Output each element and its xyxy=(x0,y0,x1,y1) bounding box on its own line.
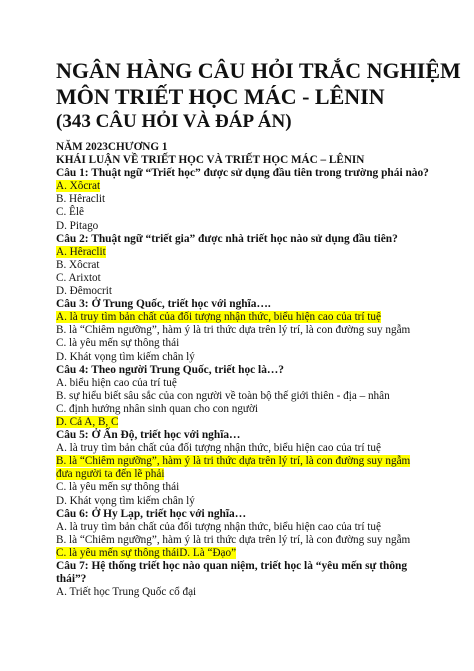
q4-answer-a: A. biểu hiện cao của trí tuệ xyxy=(56,376,177,389)
q6-answer-c-d xyxy=(56,547,474,560)
highlighted-answer: đưa người ta đến lẽ phải xyxy=(56,468,165,481)
q1-answer-d: D. Pitago xyxy=(56,219,99,232)
q1-answer-b: B. Hêraclit xyxy=(56,193,106,206)
q4-answer-b: B. sự hiểu biết sâu sắc của con người về toàn bộ thế giới thiên - địa – nhân xyxy=(56,389,390,402)
q1-answer-c: C. Êlê xyxy=(56,206,84,219)
q3-answer-c: C. là yêu mến sự thông thái xyxy=(56,337,180,350)
q3-answer-b: B. là “Chiêm ngưỡng”, hàm ý là tri thức dựa trên lý trí, là con đường suy ngẫm xyxy=(56,324,411,337)
q2-answer-c: C. Arixtot xyxy=(56,271,101,284)
highlighted-answer: A. Xôcrat xyxy=(56,180,101,193)
q4-answer-d xyxy=(56,416,474,429)
q5-answer-a: A. là truy tìm bản chất của đối tượng nhận thức, biểu hiện cao của trí tuệ xyxy=(56,442,381,455)
highlighted-answer: D. Cả A, B, C xyxy=(56,415,119,428)
document-title-line1: NGÂN HÀNG CÂU HỎI TRẮC NGHIỆM xyxy=(56,58,461,83)
q1-answer-a xyxy=(56,180,474,193)
highlighted-answer: C. là yêu mến sự thông tháiD. Là “Đạo” xyxy=(56,546,237,559)
q6-answer-a: A. là truy tìm bản chất của đối tượng nhận thức, biểu hiện cao của trí tuệ xyxy=(56,520,381,533)
q5-answer-c: C. là yêu mến sự thông thái xyxy=(56,481,180,494)
q2-answer-d: D. Đêmocrit xyxy=(56,285,112,298)
q5-answer-b-cont xyxy=(56,468,474,481)
highlighted-answer: B. là “Chiêm ngưỡng”, hàm ý là tri thức dựa trên lý trí, là con đường suy ngẫm xyxy=(56,455,411,468)
q7-answer-a: A. Triết học Trung Quốc cổ đại xyxy=(56,586,197,599)
section-heading: KHÁI LUẬN VỀ TRIẾT HỌC VÀ TRIẾT HỌC MÁC – LÊNIN xyxy=(56,154,365,167)
q6-answer-b: B. là “Chiêm ngưỡng”, hàm ý là tri thức dựa trên lý trí, là con đường suy ngẫm xyxy=(56,533,411,546)
q4-answer-c: C. định hướng nhân sinh quan cho con người xyxy=(56,402,259,415)
question-7-cont: thái”? xyxy=(56,573,87,586)
question-6: Câu 6: Ở Hy Lạp, triết học với nghĩa… xyxy=(56,507,247,520)
question-5: Câu 5: Ở Ấn Độ, triết học với nghĩa… xyxy=(56,429,241,442)
q2-answer-a xyxy=(56,246,474,259)
document-page xyxy=(0,58,474,671)
q2-answer-b: B. Xôcrat xyxy=(56,258,100,271)
q5-answer-b xyxy=(56,455,474,468)
question-2: Câu 2: Thuật ngữ “triết gia” được nhà triết học nào sử dụng đầu tiên? xyxy=(56,232,398,245)
document-title-line2: MÔN TRIẾT HỌC MÁC - LÊNIN xyxy=(56,84,385,109)
q3-answer-d: D. Khát vọng tìm kiếm chân lý xyxy=(56,350,195,363)
question-7: Câu 7: Hệ thống triết học nào quan niệm, triết học là “yêu mến sự thông xyxy=(56,560,408,572)
question-4: Câu 4: Theo người Trung Quốc, triết học là…? xyxy=(56,363,284,376)
document-title-line3: (343 CÂU HỎI VÀ ĐÁP ÁN) xyxy=(56,111,292,132)
year-chapter-heading: NĂM 2023CHƯƠNG 1 xyxy=(56,141,168,153)
q3-answer-a xyxy=(56,311,474,324)
highlighted-answer: A. Hêraclit xyxy=(56,245,106,258)
highlighted-answer: A. là truy tìm bản chất của đối tượng nhận thức, biểu hiện cao của trí tuệ xyxy=(56,311,381,324)
q5-answer-d: D. Khát vọng tìm kiếm chân lý xyxy=(56,494,195,507)
question-1: Câu 1: Thuật ngữ “Triết học” được sử dụng đầu tiên trong trường phái nào? xyxy=(56,167,429,180)
question-3: Câu 3: Ở Trung Quốc, triết học với nghĩa…. xyxy=(56,298,271,311)
